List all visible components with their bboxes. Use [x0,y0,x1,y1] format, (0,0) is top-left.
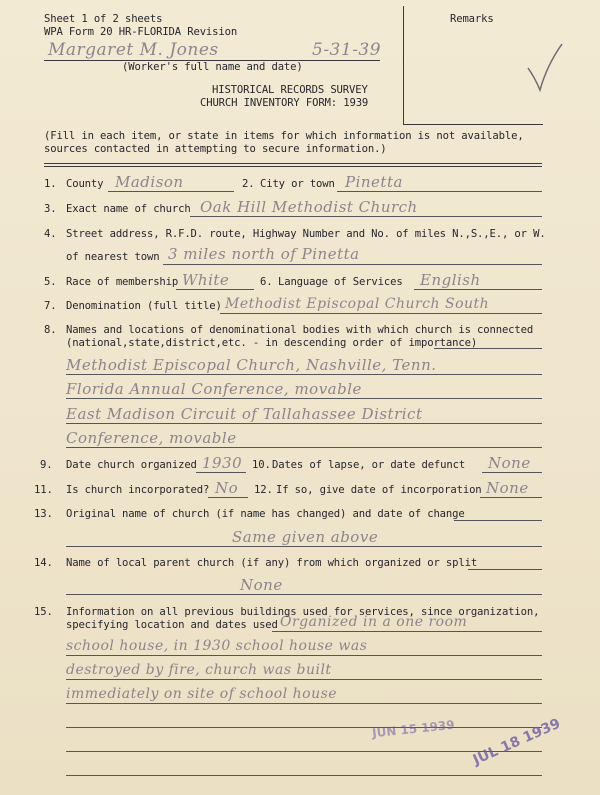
bodies-line-3 [66,423,542,424]
lapse-label: Dates of lapse, or date defunct [272,459,466,471]
language-line [414,289,542,290]
county-value: Madison [115,173,184,191]
item-2-number: 2. [242,178,255,190]
instructions-line1: (Fill in each item, or state in items for which information is not available, [44,130,524,142]
instructions-line2: sources contacted in attempting to secure information.) [44,143,387,155]
item-10-number: 10. [252,459,271,471]
item-11-number: 11. [34,484,53,496]
denomination-line [220,313,542,314]
form-id: WPA Form 20 HR-FLORIDA Revision [44,26,238,38]
remarks-box-bottom [403,124,543,125]
bodies-label-line1: Names and locations of denominational bodies with which church is connected [66,324,534,336]
bodies-first-line [434,348,542,349]
worker-caption: (Worker's full name and date) [122,61,303,73]
buildings-value-3: destroyed by fire, church was built [66,662,332,678]
incorporation-date-label: If so, give date of incorporation [276,484,482,496]
race-line [176,289,254,290]
buildings-line-3 [66,679,542,680]
form-title-line2: CHURCH INVENTORY FORM: 1939 [200,97,369,109]
buildings-value-2: school house, in 1930 school house was [66,638,368,654]
remarks-box-border [403,6,404,124]
buildings-label-line1: Information on all previous buildings used for services, since organization, [66,606,540,618]
worker-signature: Margaret M. Jones [48,40,219,60]
item-14-number: 14. [34,557,53,569]
incorporation-date-line [480,497,542,498]
organized-value: 1930 [202,454,243,472]
worker-date: 5-31-39 [312,40,382,60]
buildings-line-2 [66,655,542,656]
nearest-town-label: of nearest town [66,251,160,263]
denomination-label: Denomination (full title) [66,300,222,312]
bodies-value-1: Methodist Episcopal Church, Nashville, Tenn. [66,356,437,374]
parent-church-first-line [468,569,542,570]
buildings-line-1 [272,631,542,632]
city-label: City or town [260,178,335,190]
item-9-number: 9. [40,459,53,471]
bodies-value-2: Florida Annual Conference, movable [66,380,362,398]
buildings-line-4 [66,703,542,704]
incorporated-line [208,497,248,498]
bodies-line-2 [66,398,542,399]
organized-line [196,472,246,473]
item-13-number: 13. [34,508,53,520]
item-8-number: 8. [44,324,57,336]
street-address-label: Street address, R.F.D. route, Highway Number and No. of miles N.,S.,E., or W. [66,228,546,240]
bodies-line-4 [66,447,542,448]
organized-label: Date church organized [66,459,197,471]
header-rule-1 [44,163,542,164]
item-1-number: 1. [44,178,57,190]
county-line [108,191,234,192]
parent-church-line [66,594,542,595]
header-rule-2 [44,166,542,167]
language-label: Language of Services [278,276,403,288]
original-name-label: Original name of church (if name has changed) and date of change [66,508,465,520]
church-name-line [190,216,542,217]
sheet-number: Sheet 1 of 2 sheets [44,13,163,25]
parent-church-value: None [240,576,283,594]
nearest-town-line [163,264,542,265]
item-15-number: 15. [34,606,53,618]
check-mark-icon [525,40,565,95]
original-name-first-line [454,520,542,521]
church-name-label: Exact name of church [66,203,191,215]
buildings-label-line2: specifying location and dates used [66,619,278,631]
received-stamp-1: JUN 15 1939 [371,717,456,741]
denomination-value: Methodist Episcopal Church South [225,296,490,312]
item-5-number: 5. [44,276,57,288]
buildings-value-1: Organized in a one room [280,614,468,630]
received-stamp-2: JUL 18 1939 [470,715,563,769]
incorporation-date-value: None [486,479,529,497]
item-4-number: 4. [44,228,57,240]
form-title-line1: HISTORICAL RECORDS SURVEY [212,84,368,96]
bodies-label-line2: (national,state,district,etc. - in descending order of importance) [66,337,478,349]
language-value: English [420,271,481,289]
original-name-line [66,546,542,547]
parent-church-label: Name of local parent church (if any) from which organized or split [66,557,478,569]
item-3-number: 3. [44,203,57,215]
race-label: Race of membership [66,276,179,288]
county-label: County [66,178,104,190]
lapse-value: None [488,454,531,472]
buildings-line-7 [66,775,542,776]
item-12-number: 12. [254,484,273,496]
incorporated-label: Is church incorporated? [66,484,210,496]
buildings-line-6 [66,751,542,752]
incorporated-value: No [215,479,239,497]
city-value: Pinetta [345,173,403,191]
original-name-value: Same given above [232,528,379,546]
race-value: White [182,271,230,289]
item-6-number: 6. [260,276,273,288]
nearest-town-value: 3 miles north of Pinetta [168,245,360,263]
buildings-value-4: immediately on site of school house [66,686,338,702]
remarks-label: Remarks [450,13,494,25]
bodies-value-3: East Madison Circuit of Tallahassee District [66,405,423,423]
church-name-value: Oak Hill Methodist Church [200,198,418,216]
buildings-line-5 [66,727,542,728]
city-line [337,191,542,192]
item-7-number: 7. [44,300,57,312]
bodies-line-1 [66,374,542,375]
bodies-value-4: Conference, movable [66,429,237,447]
lapse-line [482,472,542,473]
